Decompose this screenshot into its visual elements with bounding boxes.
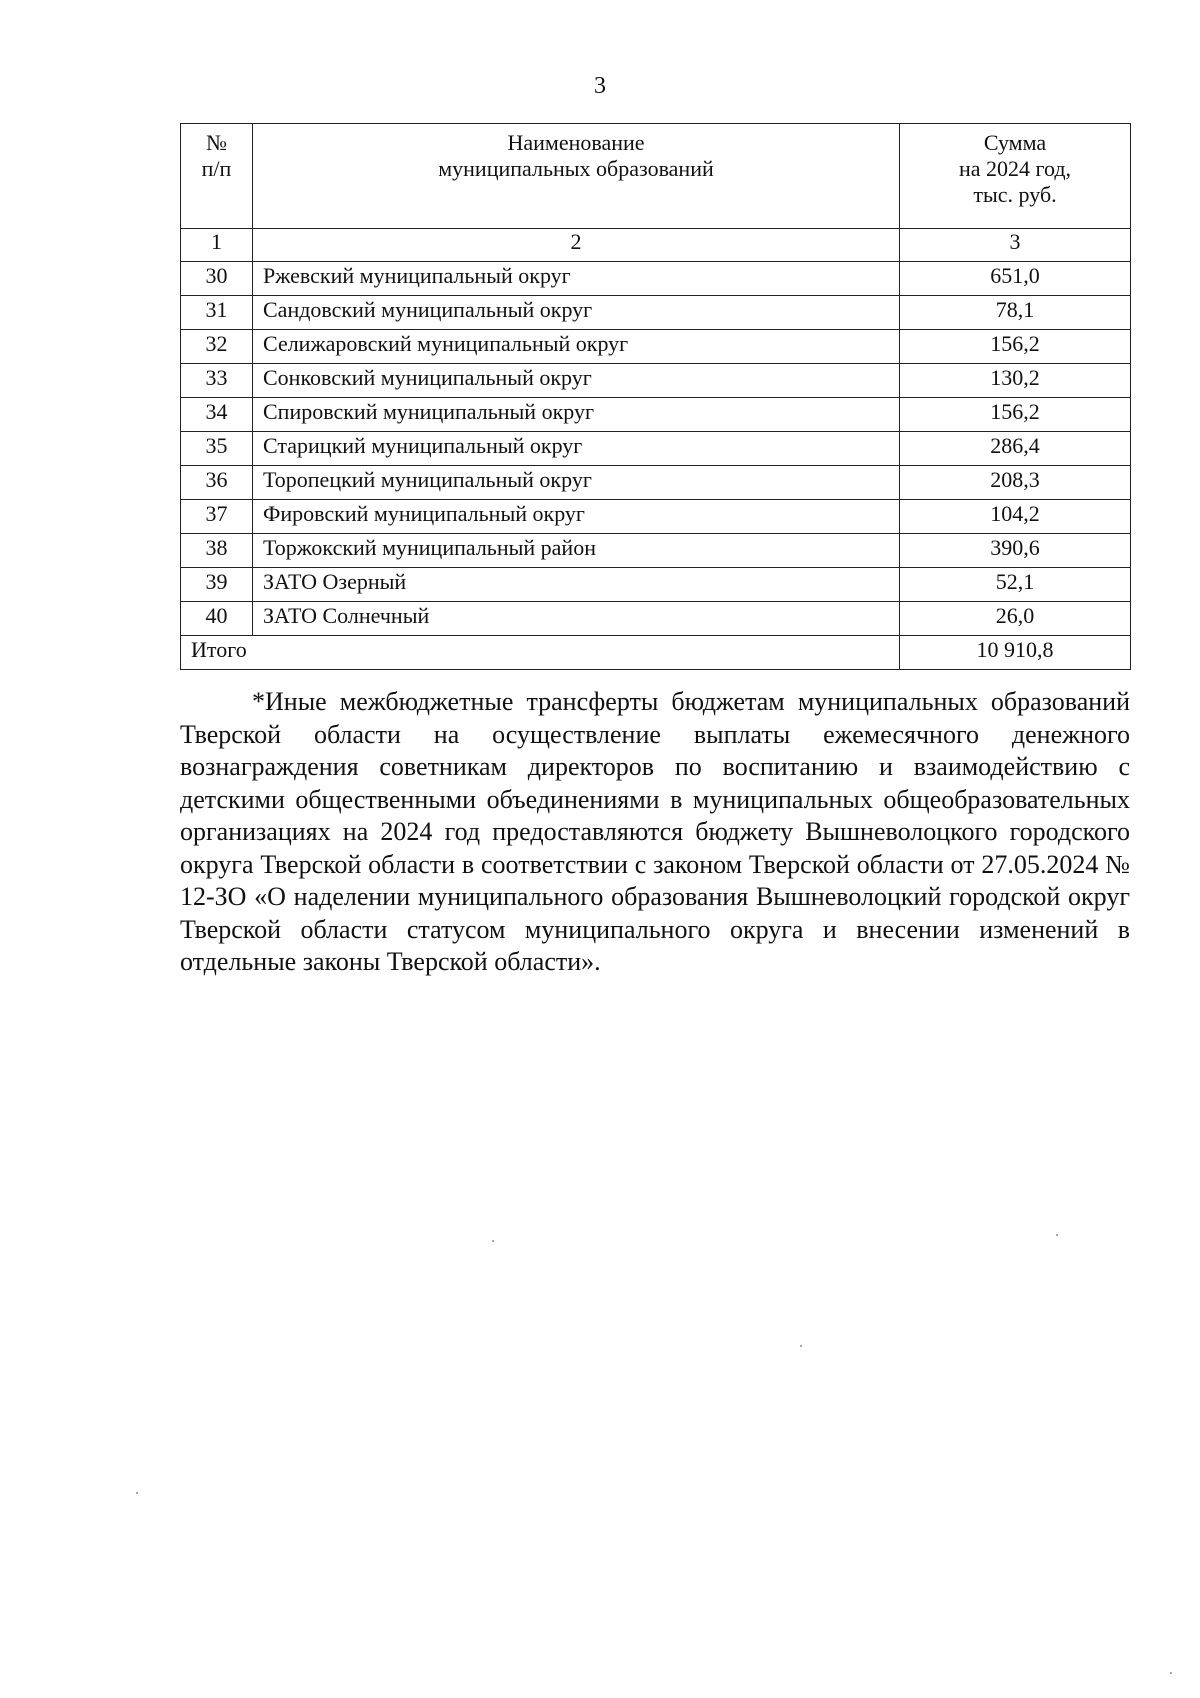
header-number: № п/п (181, 124, 253, 229)
row-number: 36 (181, 466, 253, 500)
row-sum: 130,2 (900, 364, 1131, 398)
row-number: 31 (181, 296, 253, 330)
column-number-3: 3 (900, 229, 1131, 262)
municipality-name: Сандовский муниципальный округ (253, 296, 900, 330)
footnote-paragraph: *Иные межбюджетные трансферты бюджетам муниципальных образований Тверской области на осуществление выплаты ежемесячного денежного вознаграждения советникам директоров по воспитанию и взаимодействию с детскими общественными объединениями в муниципальных общеобразовательных организациях на 2024 год предоставляются бюджету Вышневолоцкого городского округа Тверской области в соответствии с законом Тверской области от 27.05.2024 № 12-ЗО «О наделении муниципального образования Вышневолоцкий городской округ Тверской области статусом муниципального округа и внесении изменений в отдельные законы Тверской области». (180, 687, 1130, 976)
row-number: 40 (181, 602, 253, 636)
table-row (181, 330, 1131, 364)
table-row (181, 568, 1131, 602)
row-sum: 651,0 (900, 262, 1131, 296)
scan-speck (136, 1492, 138, 1494)
table-row (181, 364, 1131, 398)
row-number: 35 (181, 432, 253, 466)
row-sum: 104,2 (900, 500, 1131, 534)
table-row (181, 500, 1131, 534)
municipality-name: Сонковский муниципальный округ (253, 364, 900, 398)
row-number: 37 (181, 500, 253, 534)
municipality-name: Ржевский муниципальный округ (253, 262, 900, 296)
row-sum: 390,6 (900, 534, 1131, 568)
scan-speck (1056, 1234, 1058, 1236)
column-number-row (181, 229, 1131, 262)
row-sum: 52,1 (900, 568, 1131, 602)
row-sum: 156,2 (900, 398, 1131, 432)
scan-speck (1170, 1672, 1172, 1674)
row-sum: 78,1 (900, 296, 1131, 330)
table-row (181, 602, 1131, 636)
row-sum: 208,3 (900, 466, 1131, 500)
table-row (181, 534, 1131, 568)
row-number: 34 (181, 398, 253, 432)
municipality-name: Старицкий муниципальный округ (253, 432, 900, 466)
total-label: Итого (181, 636, 900, 670)
table-row (181, 466, 1131, 500)
row-sum: 156,2 (900, 330, 1131, 364)
column-number-2: 2 (253, 229, 900, 262)
table-row (181, 296, 1131, 330)
page-number: 3 (594, 73, 606, 99)
table-row (181, 398, 1131, 432)
scan-speck (800, 1345, 802, 1347)
table-header-row (181, 124, 1131, 229)
municipality-name: ЗАТО Озерный (253, 568, 900, 602)
row-sum: 26,0 (900, 602, 1131, 636)
table-row (181, 432, 1131, 466)
row-number: 38 (181, 534, 253, 568)
row-number: 33 (181, 364, 253, 398)
total-row (181, 636, 1131, 670)
municipality-name: Фировский муниципальный округ (253, 500, 900, 534)
row-sum: 286,4 (900, 432, 1131, 466)
municipality-name: Торжокский муниципальный район (253, 534, 900, 568)
row-number: 32 (181, 330, 253, 364)
row-number: 39 (181, 568, 253, 602)
scan-speck (492, 1240, 494, 1242)
municipality-name: Торопецкий муниципальный округ (253, 466, 900, 500)
row-number: 30 (181, 262, 253, 296)
header-sum: Сумма на 2024 год, тыс. руб. (900, 124, 1131, 229)
municipality-name: ЗАТО Солнечный (253, 602, 900, 636)
total-sum: 10 910,8 (900, 636, 1131, 670)
header-name: Наименование муниципальных образований (253, 124, 900, 229)
transfers-table (180, 123, 1131, 670)
municipality-name: Спировский муниципальный округ (253, 398, 900, 432)
table-row (181, 262, 1131, 296)
column-number-1: 1 (181, 229, 253, 262)
municipality-name: Селижаровский муниципальный округ (253, 330, 900, 364)
